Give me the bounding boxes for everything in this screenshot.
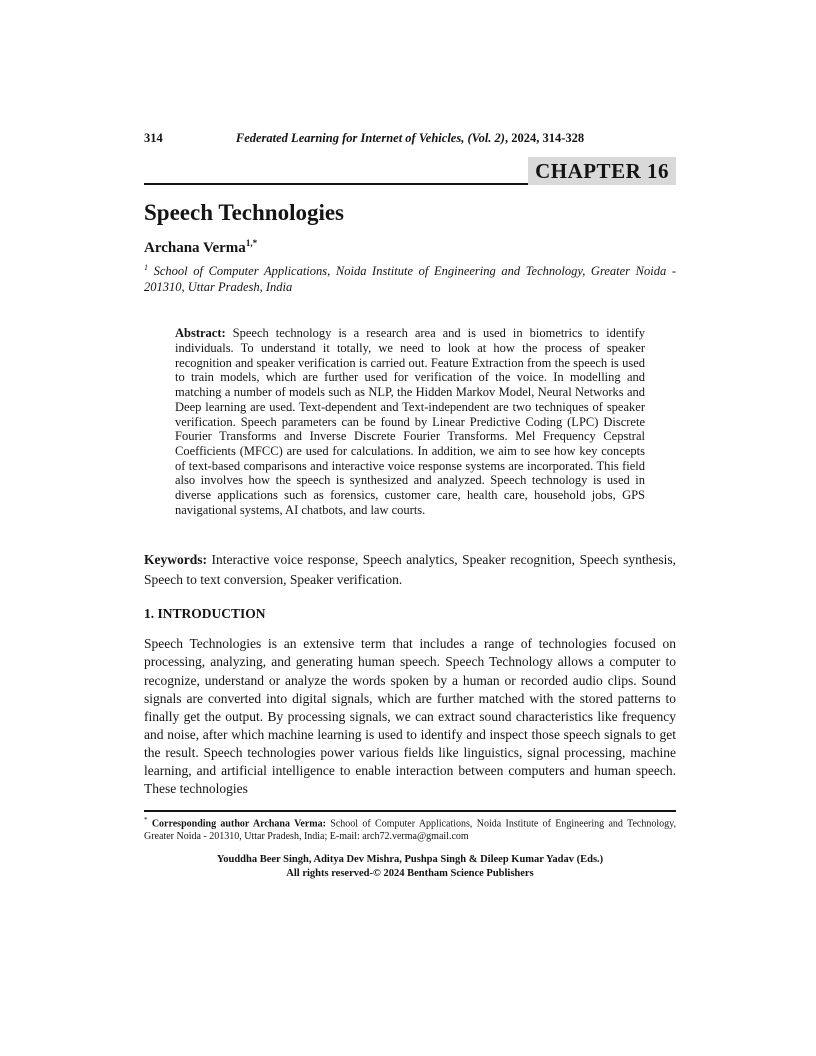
chapter-banner-row [144,157,676,185]
footnote-label: Corresponding author Archana Verma: [147,817,326,829]
abstract-text: Speech technology is a research area and is used in biometrics to identify individuals. To understand it totally, we need to look at how the process of speaker recognition and speaker verification is carried out. Feature Extraction from the speech is used to train models, which are further used for verification of the voice. In modelling and matching a number of models such as NLP, the Hidden Markov Model, Neural Networks and Deep learning are used. Text-dependent and Text-independent are two techniques of speaker verification. Speech parameters can be found by Linear Predictive Coding (LPC) Discrete Fourier Transforms and Inverse Discrete Fourier Transforms. Mel Frequency Cepstral Coefficients (MFCC) are used for calculations. In addition, we aim to see how key concepts of text-based comparisons and interactive voice response systems are incorporated. This field also involves how the speech is synthesized and analyzed. Speech technology is used in diverse applications such as forensics, customer care, health care, household jobs, GPS navigational systems, AI chatbots, and law courts. [175,326,645,517]
abstract [175,326,645,517]
affiliation [144,263,676,295]
footnote-text: School of Computer Applications, Noida Institute of Engineering and Technology, Greater Noida - 201310, Uttar Pradesh, India; E-mail: arch72.verma@gmail.com [144,817,676,843]
footnote [144,810,676,844]
page-number: 314 [144,131,163,145]
running-header [144,131,676,148]
editors-line: Youddha Beer Singh, Aditya Dev Mishra, Pushpa Singh & Dileep Kumar Yadav (Eds.) [216,853,604,865]
article-title: Speech Technologies [144,200,345,225]
footer-editors [144,853,676,881]
footnote-marker: * [144,815,148,824]
abstract-label: Abstract: [175,326,226,341]
affiliation-text: School of Computer Applications, Noida Institute of Engineering and Technology, Greater Noida - 201310, Uttar Pradesh, India [144,264,676,294]
keywords [144,550,676,589]
author-superscript: 1,* [245,238,258,248]
running-title-pages: , 2024, 314-328 [504,131,585,145]
keywords-label: Keywords: [144,552,207,568]
author-line [144,238,676,257]
keywords-text: Interactive voice response, Speech analytics, Speaker recognition, Speech synthesis, Speech to text conversion, Speaker verification. [144,552,676,587]
introduction-paragraph: Speech Technologies is an extensive term that includes a range of technologies focused on processing, analyzing, and generating human speech. Speech Technology allows a computer to recognize, understand or analyze the words spoken by a human or recorded audio clips. Sound signals are converted into digital signals, which are further matched with the stored patterns to finally get the output. By processing signals, we can extract sound characteristics like frequency and noise, after which machine learning is used to identify and inspect those speech signals to get the result. Speech technologies power various fields like linguistics, signal processing, machine learning, and artificial intelligence to enable interaction between computers and human speech. These technologies [144,636,676,796]
chapter-label: CHAPTER 16 [528,157,676,185]
running-title [144,131,676,146]
rights-line: All rights reserved-© 2024 Bentham Science Publishers [286,868,534,880]
author-name: Archana Verma [144,240,246,256]
running-title-journal: Federated Learning for Internet of Vehicles, (Vol. 2) [235,131,505,145]
section-heading-introduction: 1. INTRODUCTION [144,606,266,622]
affiliation-superscript: 1 [144,263,148,272]
page-content [144,131,676,881]
